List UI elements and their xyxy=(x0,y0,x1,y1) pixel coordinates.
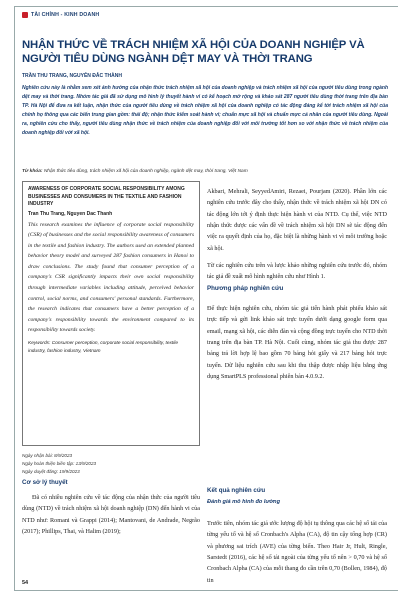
english-title: AWARENESS OF CORPORATE SOCIAL RESPONSIBILITY AMONG BUSINESSES AND CONSUMERS IN THE TEXTILE AND FASHION INDUSTRY xyxy=(28,186,185,207)
paragraph: Từ các nghiên cứu trên và lược khảo những nghiên cứu trước đó, nhóm tác giả đề xuất mô hình nghiên cứu như Hình 1. xyxy=(207,262,387,281)
heading-results: Kết quả nghiên cứu xyxy=(207,487,266,494)
frame-line-top xyxy=(14,6,398,7)
paragraph: Akbari, Mehrali, SeyyedAmiri, Rezaei, Pourjam (2020). Phần lớn các nghiên cứu trước đây cho thấy, nhận thức về trách nhiệm xã hội DN có tác động lớn tới ý định thực hiện hành vi của NTD. Cụ thể, việc NTD nhận thức được các vấn đề về trách nhiệm xã hội DN sẽ tác động đến việc ra quyết định của họ, đặc biệt là những hành vi vì môi trường hoặc xã hội. xyxy=(207,188,387,252)
article-title: NHẬN THỨC VỀ TRÁCH NHIỆM XÃ HỘI CỦA DOANH NGHIỆP VÀ NGƯỜI TIÊU DÙNG NGÀNH DỆT MAY VÀ THỜI TRANG xyxy=(22,39,365,65)
subheading-measurement: Đánh giá mô hình đo lường xyxy=(207,499,281,505)
keywords-label: Từ khóa: xyxy=(22,169,43,174)
article-dates xyxy=(22,452,96,475)
english-abstract-box xyxy=(22,181,200,446)
english-abstract: This research examines the influence of corporate social responsibility (CSR) of businesses and the social responsibility awareness of consumers in the textile and fashion industry. The authors used an extended planned behavior theory model and surveyed 287 fashion consumers in Hanoi to draw conclusions. The study found that consumer perception of a company's CSR significantly impacts their own social responsibility through intermediate variables including attitude, perceived behavior control, social norms, and consumers' personal standards. Furthermore, the research indicates that consumers have a better perception of a company's responsibility towards the environment compared to its responsibility towards society. xyxy=(28,221,194,334)
paragraph: Để thực hiện nghiên cứu, nhóm tác giả tiến hành phát phiếu khảo sát trực tiếp và gửi link khảo sát trực tuyến dưới dạng google form qua email, mạng xã hội, các diễn đàn và cộng đồng trực tuyến cho NTD thời trang trên địa bàn TP. Hà Nội. Cuối cùng, nhóm tác giả thu được 287 bảng trả lời hợp lệ bao gồm 70 bảng hỏi giấy và 217 bảng hỏi trực tuyến. Dữ liệu nghiên cứu sau khi thu thập được nhập liệu bằng ứng dụng SmartPLS professional phiên bản 4.0.9.2. xyxy=(207,305,387,380)
abstract-vietnamese: Nghiên cứu này là nhằm xem xét ảnh hưởng của nhận thức trách nhiệm xã hội của doanh nghiệp và trách nhiệm xã hội của người tiêu dùng trong ngành dệt may và thời trang. Nhóm tác giả đã sử dụng mô hình lý thuyết hành vi có kế hoạch mở rộng và khảo sát 287 người tiêu dùng thời trang trên địa bàn TP. Hà Nội để đưa ra kết luận, nhận thức của người tiêu dùng về trách nhiệm xã hội của doanh nghiệp có tác động đáng kể tới trách nhiệm xã hội của chính họ thông qua các biến trung gian gồm: thái độ; nhận thức kiểm soát hành vi; chuẩn mực xã hội và chuẩn mực cá nhân của người tiêu dùng. Ngoài ra, nghiên cứu cho thấy, người tiêu dùng nhận thức về trách nhiệm của doanh nghiệp đối với môi trường tốt hơn so với nhận thức về trách nhiệm của doanh nghiệp đối với xã hội. xyxy=(22,85,388,136)
date-received: Ngày nhận bài: 8/9/2023 xyxy=(22,453,73,458)
body-right-top xyxy=(207,180,387,289)
article-authors: TRẦN THU TRANG, NGUYỄN ĐẮC THÀNH xyxy=(22,73,122,79)
page-number: 54 xyxy=(22,580,29,586)
date-approved: Ngày duyệt đăng: 19/9/2023 xyxy=(22,468,80,474)
body-right-results xyxy=(207,512,387,592)
section-label: TÀI CHÍNH - KINH DOANH xyxy=(31,12,100,18)
body-right-methods xyxy=(207,297,387,388)
keywords-vietnamese xyxy=(22,169,388,174)
paragraph: Trước tiên, nhóm tác giả ước lượng độ hội tụ thông qua các hệ số tải của từng yếu tố và hệ số Cronbach's Alpha (CA), độ tin cậy tổng hợp (CR) và phương sai trích (AVE) của từng biến. Theo Hair Jr, Hult, Ringle, Sarstedt (2016), các hệ số tải ngoài của từng yếu tố nên > 0,70 và hệ số Cronbach Alpha (CA) của mỗi thang đo cần trên 0,70 (Bollen, 1984), độ tin xyxy=(207,520,387,584)
paragraph: Đã có nhiều nghiên cứu về tác động của nhận thức của người tiêu dùng (NTD) về trách nhiệm xã hội doanh nghiệp (DN) đến hành vi của NTD như: Romani và Grappi (2014); Mantovani, de Andrade, Negrão (2017); Phillips, Thai, và Halim (2019); xyxy=(22,494,200,535)
english-keywords: Keywords: Consumer perception, corporate social responsibility, textile industry, fashion industry, Vietnam xyxy=(28,341,179,355)
english-authors: Tran Thu Trang, Nguyen Dac Thanh xyxy=(28,210,113,217)
frame-line-left xyxy=(14,6,15,591)
section-header xyxy=(22,12,99,18)
heading-methods: Phương pháp nghiên cứu xyxy=(207,285,284,292)
heading-theory: Cơ sở lý thuyết xyxy=(22,479,68,486)
body-left-column xyxy=(22,492,200,537)
keywords-text: Nhận thức tiêu dùng, trách nhiệm xã hội của doanh nghiệp, ngành dệt may, thời trang, Việt Nam xyxy=(43,169,248,174)
red-square-icon xyxy=(22,12,28,18)
date-reviewed: Ngày hoàn thiện biên tập: 13/9/2023 xyxy=(22,460,97,466)
